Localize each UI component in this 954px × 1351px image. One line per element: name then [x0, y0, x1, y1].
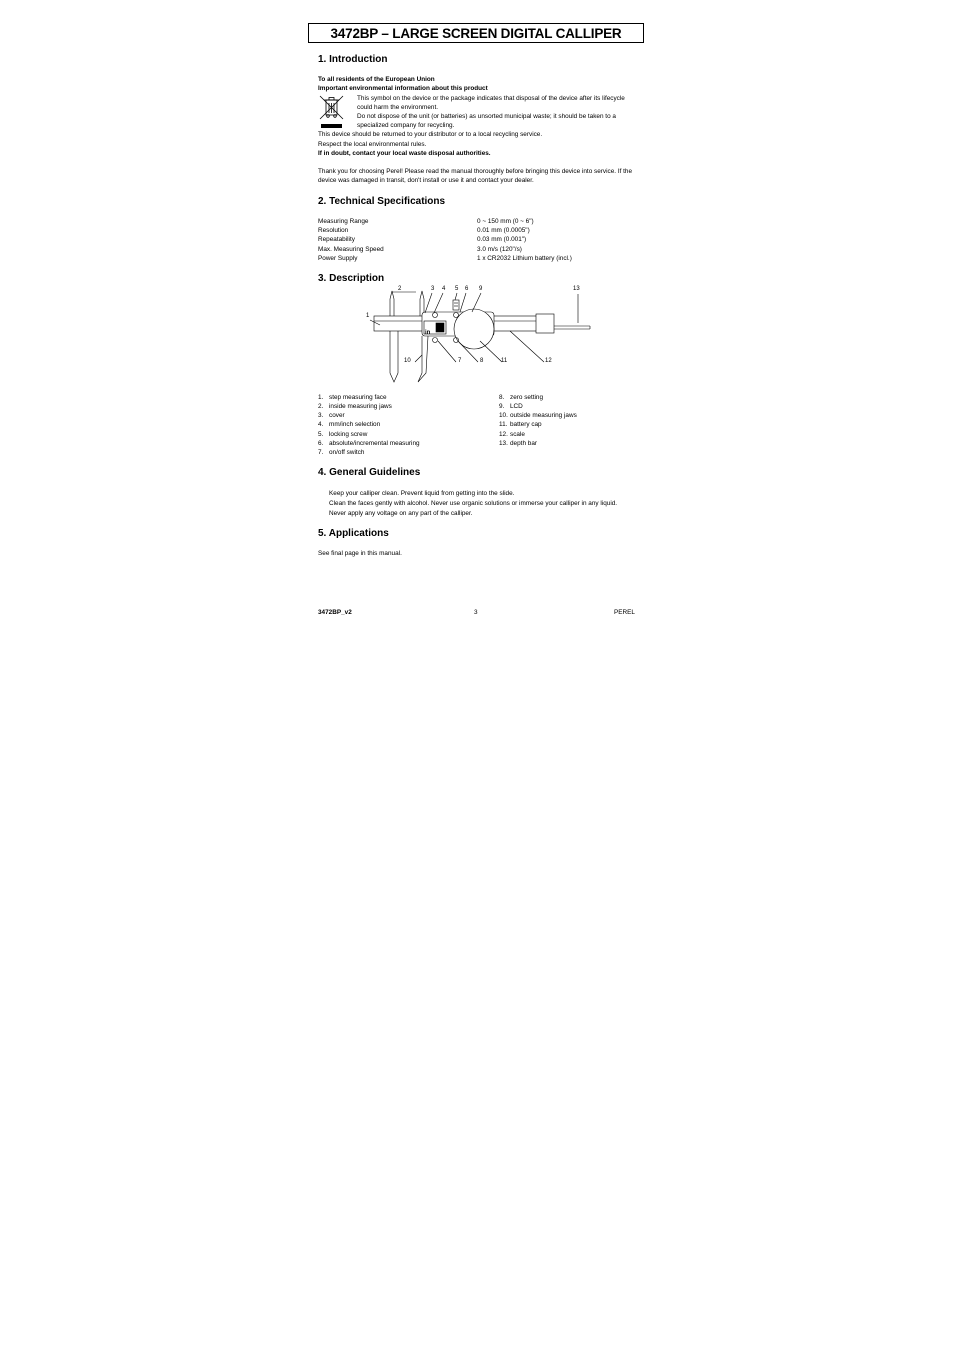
callout-label: 9 — [479, 286, 483, 292]
item-number: 7. — [318, 449, 324, 456]
item-number: 8. — [499, 394, 505, 401]
callout-label: 13 — [573, 286, 580, 292]
item-number: 9. — [499, 403, 505, 410]
item-number: 10. — [499, 412, 508, 419]
item-number: 11. — [499, 421, 508, 428]
callout-label: 3 — [431, 286, 435, 292]
callout-label: 1 — [366, 313, 370, 319]
spec-value: 0.03 mm (0.001") — [477, 236, 527, 243]
spec-row — [318, 254, 648, 263]
page-title: 3472BP – LARGE SCREEN DIGITAL CALLIPER — [308, 23, 644, 43]
section-heading-introduction: 1. Introduction — [318, 54, 388, 65]
callout-label: 7 — [458, 358, 462, 364]
item-label: cover — [329, 412, 345, 419]
callout-label: 12 — [545, 358, 552, 364]
thanks-line-1: Thank you for choosing Perel! Please read the manual thoroughly before bringing this device into service. If the — [318, 168, 633, 175]
callout-label: 4 — [442, 286, 446, 292]
guideline-line-2: Clean the faces gently with alcohol. Never use organic solutions or immerse your calliper in any liquid. — [329, 500, 618, 507]
section-heading-specifications: 2. Technical Specifications — [318, 196, 446, 207]
spec-row — [318, 245, 648, 254]
symbol-text-line-4: specialized company for recycling. — [357, 122, 455, 129]
item-number: 2. — [318, 403, 324, 410]
spec-label: Max. Measuring Speed — [318, 246, 384, 253]
item-number: 4. — [318, 421, 324, 428]
item-label: inside measuring jaws — [329, 403, 392, 410]
respect-rules-line: Respect the local environmental rules. — [318, 141, 427, 148]
item-label: battery cap — [510, 421, 542, 428]
spec-row — [318, 226, 648, 235]
item-number: 1. — [318, 394, 324, 401]
crossed-out-bin-icon — [319, 95, 344, 129]
spec-row — [318, 217, 648, 226]
spec-value: 0 ~ 150 mm (0 ~ 6") — [477, 218, 534, 225]
calliper-diagram — [360, 285, 595, 385]
lcd-unit-label: in — [425, 330, 431, 336]
footer-brand: PEREL — [614, 609, 635, 616]
callout-label: 10 — [404, 358, 411, 364]
section-heading-description: 3. Description — [318, 273, 385, 284]
symbol-text-line-1: This symbol on the device or the package indicates that disposal of the device after its lifecycle — [357, 95, 625, 102]
item-label: zero setting — [510, 394, 544, 401]
spec-value: 3.0 m/s (120"/s) — [477, 246, 522, 253]
item-label: outside measuring jaws — [510, 412, 577, 419]
item-label: scale — [510, 431, 525, 438]
contact-authorities-line: If in doubt, contact your local waste disposal authorities. — [318, 150, 491, 157]
item-number: 12. — [499, 431, 508, 438]
item-label: mm/inch selection — [329, 421, 381, 428]
section-heading-guidelines: 4. General Guidelines — [318, 467, 421, 478]
item-label: step measuring face — [329, 394, 387, 401]
spec-label: Measuring Range — [318, 218, 369, 225]
spec-label: Resolution — [318, 227, 349, 234]
footer-model: 3472BP_v2 — [318, 609, 352, 616]
item-label: LCD — [510, 403, 523, 410]
section-heading-applications: 5. Applications — [318, 528, 389, 539]
guideline-line-3: Never apply any voltage on any part of the calliper. — [329, 510, 473, 517]
item-number: 13. — [499, 440, 508, 447]
item-number: 5. — [318, 431, 324, 438]
item-label: locking screw — [329, 431, 368, 438]
applications-text: See final page in this manual. — [318, 550, 402, 557]
spec-row — [318, 235, 648, 244]
guideline-line-1: Keep your calliper clean. Prevent liquid from getting into the slide. — [329, 490, 515, 497]
spec-label: Power Supply — [318, 255, 358, 262]
footer-page-number: 3 — [474, 609, 478, 616]
callout-label: 5 — [455, 286, 459, 292]
return-device-line: This device should be returned to your distributor or to a local recycling service. — [318, 131, 543, 138]
item-label: absolute/incremental measuring — [329, 440, 420, 447]
symbol-text-line-3: Do not dispose of the unit (or batteries) as unsorted municipal waste; it should be taken to a — [357, 113, 616, 120]
environmental-info-line: Important environmental information about this product — [318, 85, 488, 92]
item-label: depth bar — [510, 440, 538, 447]
item-number: 3. — [318, 412, 324, 419]
spec-value: 0.01 mm (0.0005") — [477, 227, 530, 234]
callout-label: 2 — [398, 286, 402, 292]
callout-label: 11 — [501, 358, 508, 364]
item-label: on/off switch — [329, 449, 365, 456]
callout-label: 8 — [480, 358, 484, 364]
callout-label: 6 — [465, 286, 469, 292]
spec-value: 1 x CR2032 Lithium battery (incl.) — [477, 255, 572, 262]
symbol-text-line-2: could harm the environment. — [357, 104, 438, 111]
thanks-line-2: device was damaged in transit, don't install or use it and contact your dealer. — [318, 177, 534, 184]
spec-label: Repeatability — [318, 236, 355, 243]
item-number: 6. — [318, 440, 324, 447]
eu-residents-line: To all residents of the European Union — [318, 76, 435, 83]
